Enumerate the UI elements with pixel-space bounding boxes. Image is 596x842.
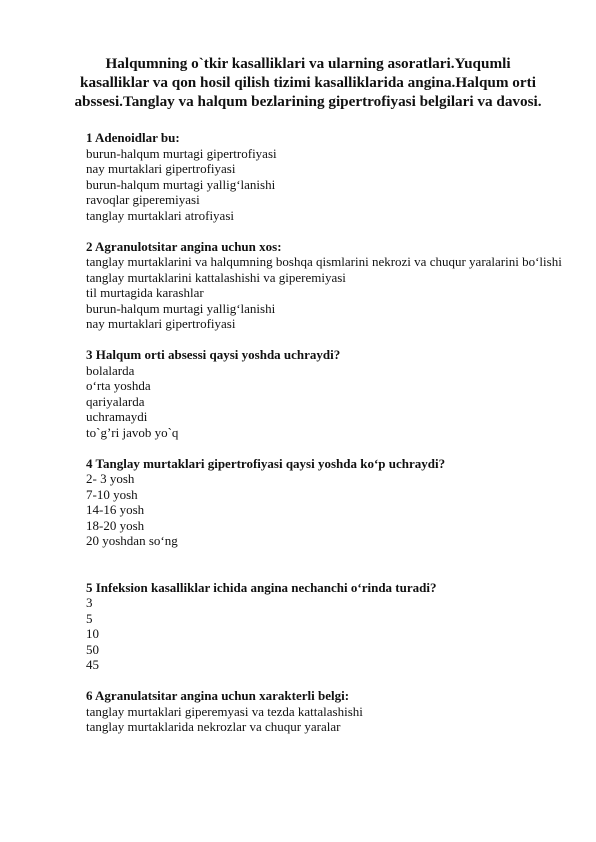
answer-option: tanglay murtaklarida nekrozlar va chuqur yaralar [86, 719, 341, 734]
answer-list [86, 595, 566, 673]
answer-list [86, 146, 566, 224]
answer-list [86, 254, 566, 332]
answer-option: tanglay murtaklarini va halqumning boshqa qismlarini nekrozi va chuqur yaralarini bo‘lishi [86, 254, 562, 269]
question-list [86, 130, 566, 750]
question-text: 5 Infeksion kasalliklar ichida angina nechanchi o‘rinda turadi? [86, 579, 437, 595]
answer-option: 5 [86, 610, 93, 626]
answer-option: tanglay murtaklari giperemyasi va tezda kattalashishi [86, 703, 363, 719]
answer-option: 7-10 yosh [86, 486, 138, 502]
question-text: 4 Tanglay murtaklari gipertrofiyasi qaysi yoshda ko‘p uchraydi? [86, 455, 446, 471]
answer-option: o‘rta yoshda [86, 378, 151, 393]
question-text: 6 Agranulatsitar angina uchun xarakterli belgi: [86, 688, 350, 703]
answer-option: qariyalarda [86, 393, 145, 409]
answer-option: til murtagida karashlar [86, 285, 204, 300]
answer-option: 10 [86, 626, 99, 641]
answer-option: 18-20 yosh [86, 517, 145, 533]
question-block [86, 456, 566, 549]
answer-option: 3 [86, 595, 93, 610]
answer-option: ravoqlar giperemiyasi [86, 192, 200, 207]
answer-option: burun-halqum murtagi yallig‘lanishi [86, 300, 276, 316]
answer-option: tanglay murtaklarini kattalashishi va giperemiyasi [86, 269, 346, 285]
answer-option: uchramaydi [86, 409, 148, 424]
question-block [86, 347, 566, 440]
question-text: 3 Halqum orti absessi qaysi yoshda uchraydi? [86, 347, 341, 362]
answer-option: tanglay murtaklari atrofiyasi [86, 207, 235, 223]
answer-option: burun-halqum murtagi yallig‘lanishi [86, 176, 276, 192]
answer-option: nay murtaklari gipertrofiyasi [86, 316, 236, 331]
document-title: Halqumning o`tkir kasalliklari va ularning asoratlari.Yuqumli kasalliklar va qon hosil qilish tizimi kasalliklarida angina.Halqum orti abssesi.Tanglay va halqum bezlarining gipertrofiyasi belgilari va davosi. [74, 55, 542, 110]
answer-option: to`g’ri javob yo`q [86, 424, 179, 440]
answer-list [86, 704, 566, 735]
question-block [86, 580, 566, 673]
answer-option: bolalarda [86, 362, 135, 378]
answer-option: 20 yoshdan so‘ng [86, 533, 178, 548]
answer-option: burun-halqum murtagi gipertrofiyasi [86, 145, 277, 161]
answer-option: 14-16 yosh [86, 502, 145, 517]
question-text: 1 Adenoidlar bu: [86, 130, 180, 145]
question-block [86, 239, 566, 332]
question-block [86, 130, 566, 223]
answer-option: 2- 3 yosh [86, 471, 135, 486]
answer-option: 45 [86, 657, 99, 672]
answer-list [86, 471, 566, 549]
answer-option: 50 [86, 641, 99, 657]
question-block [86, 688, 566, 735]
answer-option: nay murtaklari gipertrofiyasi [86, 161, 236, 176]
answer-list [86, 363, 566, 441]
question-text: 2 Agranulotsitar angina uchun xos: [86, 238, 282, 254]
